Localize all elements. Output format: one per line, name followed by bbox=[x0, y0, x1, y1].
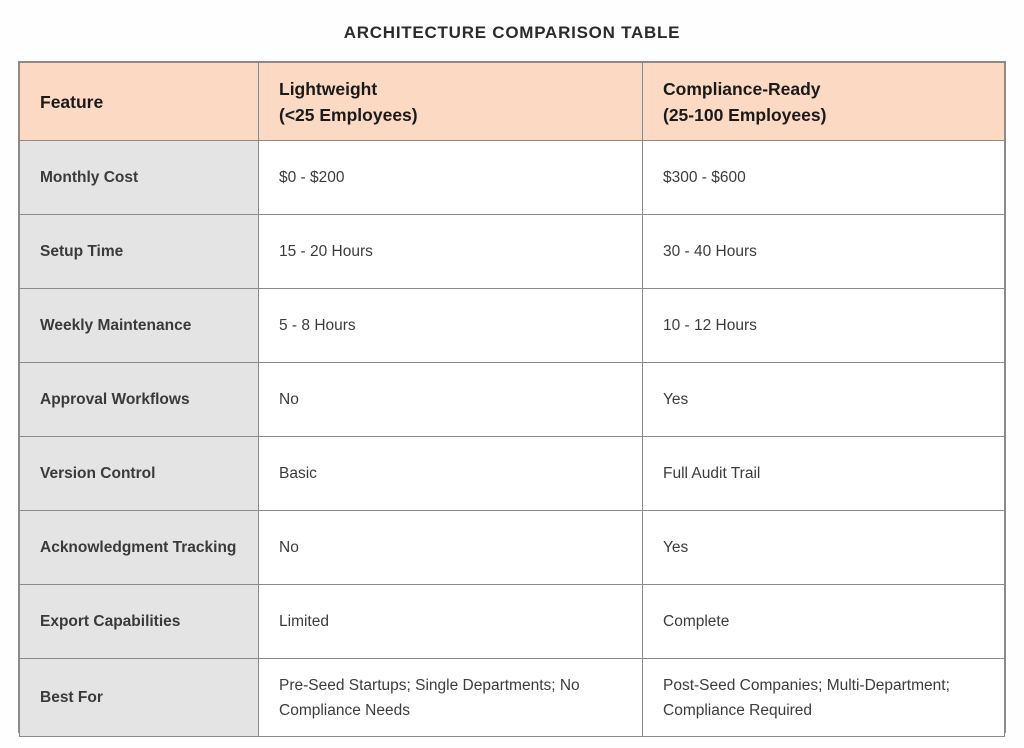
table-row bbox=[20, 289, 1005, 363]
column-header-lightweight bbox=[259, 63, 643, 141]
table-body bbox=[20, 141, 1005, 737]
row-label: Best For bbox=[20, 659, 259, 737]
cell-compliance: $300 - $600 bbox=[643, 141, 1005, 215]
row-label: Acknowledgment Tracking bbox=[20, 511, 259, 585]
table-header bbox=[20, 63, 1005, 141]
table-row bbox=[20, 141, 1005, 215]
column-header-feature bbox=[20, 63, 259, 141]
cell-lightweight: No bbox=[259, 511, 643, 585]
cell-lightweight: Basic bbox=[259, 437, 643, 511]
cell-compliance: Full Audit Trail bbox=[643, 437, 1005, 511]
cell-compliance: Yes bbox=[643, 511, 1005, 585]
row-label: Export Capabilities bbox=[20, 585, 259, 659]
table-header-row bbox=[20, 63, 1005, 141]
row-label: Weekly Maintenance bbox=[20, 289, 259, 363]
column-header-lightweight-line1: Lightweight bbox=[279, 78, 378, 99]
cell-compliance: 30 - 40 Hours bbox=[643, 215, 1005, 289]
cell-lightweight: 15 - 20 Hours bbox=[259, 215, 643, 289]
table-row bbox=[20, 659, 1005, 737]
cell-compliance: Yes bbox=[643, 363, 1005, 437]
row-label: Version Control bbox=[20, 437, 259, 511]
cell-lightweight: No bbox=[259, 363, 643, 437]
table-row bbox=[20, 511, 1005, 585]
page-title: ARCHITECTURE COMPARISON TABLE bbox=[343, 23, 681, 42]
column-header-compliance-line1: Compliance-Ready bbox=[663, 78, 821, 99]
architecture-comparison-table bbox=[19, 62, 1005, 737]
table-row bbox=[20, 363, 1005, 437]
cell-lightweight: Limited bbox=[259, 585, 643, 659]
column-header-lightweight-line2: (<25 Employees) bbox=[279, 104, 418, 125]
column-header-compliance bbox=[643, 63, 1005, 141]
table-row bbox=[20, 585, 1005, 659]
comparison-table-container bbox=[18, 61, 1006, 733]
cell-lightweight: 5 - 8 Hours bbox=[259, 289, 643, 363]
cell-compliance: Complete bbox=[643, 585, 1005, 659]
column-header-compliance-line2: (25-100 Employees) bbox=[663, 104, 827, 125]
table-row bbox=[20, 215, 1005, 289]
row-label: Approval Workflows bbox=[20, 363, 259, 437]
cell-compliance: Post-Seed Companies; Multi-Department; Compliance Required bbox=[643, 659, 1005, 737]
row-label: Monthly Cost bbox=[20, 141, 259, 215]
cell-lightweight: Pre-Seed Startups; Single Departments; No Compliance Needs bbox=[259, 659, 643, 737]
row-label: Setup Time bbox=[20, 215, 259, 289]
cell-lightweight: $0 - $200 bbox=[259, 141, 643, 215]
column-header-feature-line1: Feature bbox=[40, 91, 104, 112]
cell-compliance: 10 - 12 Hours bbox=[643, 289, 1005, 363]
table-row bbox=[20, 437, 1005, 511]
